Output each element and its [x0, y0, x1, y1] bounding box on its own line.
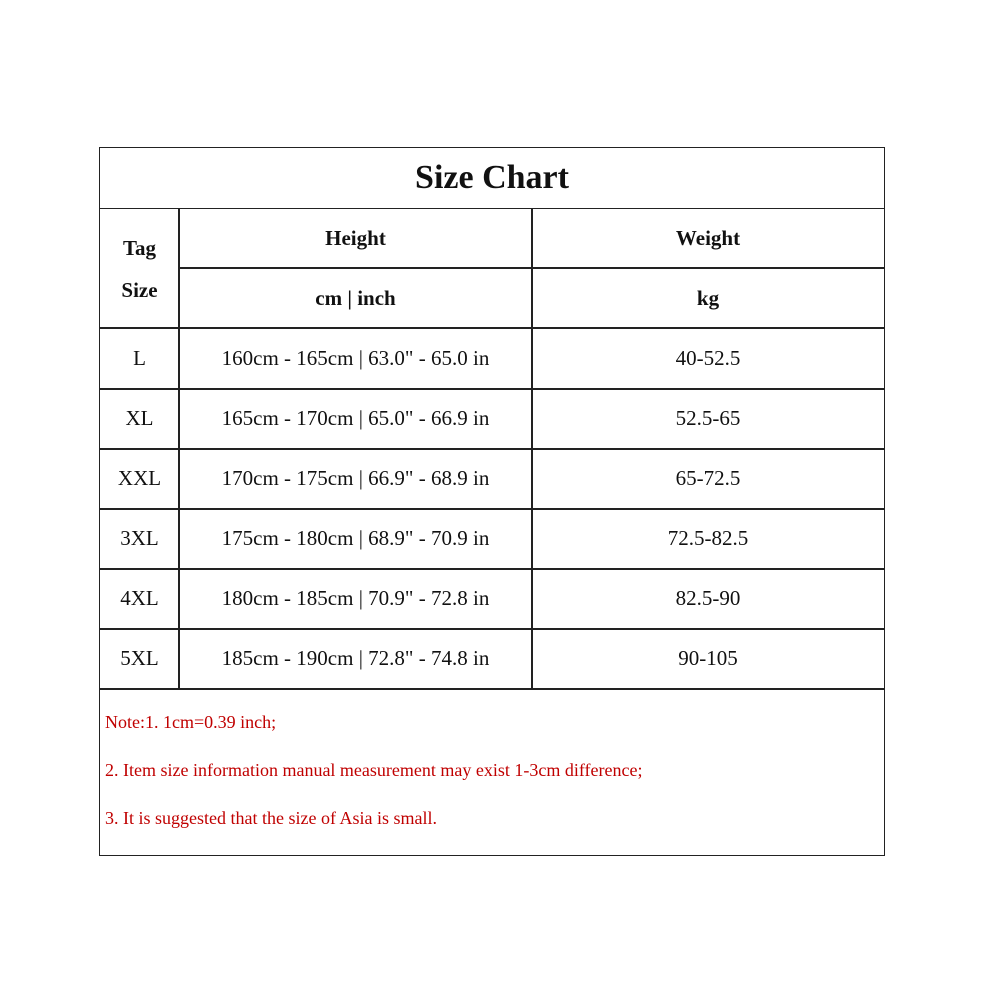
weight-header: Weight — [675, 225, 741, 250]
size-cell: XL — [125, 405, 154, 430]
grid-line — [100, 508, 884, 510]
size-cell: XXL — [117, 465, 162, 490]
notes-section — [100, 688, 884, 855]
tag-label: Tag — [122, 235, 157, 260]
note-3: 3. It is suggested that the size of Asia is small. — [105, 808, 437, 828]
height-cell: 170cm - 175cm | 66.9" - 68.9 in — [221, 465, 490, 490]
height-cell: 180cm - 185cm | 70.9" - 72.8 in — [221, 585, 490, 610]
size-chart-table — [99, 147, 885, 856]
height-cell: 185cm - 190cm | 72.8" - 74.8 in — [221, 645, 490, 670]
weight-unit-header: kg — [696, 285, 720, 310]
weight-cell: 90-105 — [678, 645, 738, 670]
weight-cell: 52.5-65 — [675, 405, 741, 430]
size-label: Size — [121, 277, 158, 302]
weight-cell: 40-52.5 — [675, 345, 741, 370]
height-cell: 160cm - 165cm | 63.0" - 65.0 in — [221, 345, 490, 370]
height-cell: 175cm - 180cm | 68.9" - 70.9 in — [221, 525, 490, 550]
grid-line — [179, 267, 885, 269]
grid-line — [100, 628, 884, 630]
weight-cell: 72.5-82.5 — [667, 525, 749, 550]
weight-cell: 65-72.5 — [675, 465, 741, 490]
chart-title: Size Chart — [100, 148, 884, 209]
grid-line — [100, 327, 884, 329]
note-1: Note:1. 1cm=0.39 inch; — [105, 712, 277, 732]
grid-line — [100, 388, 884, 390]
note-2: 2. Item size information manual measurement may exist 1-3cm difference; — [105, 760, 643, 780]
grid-line — [100, 448, 884, 450]
tag-size-header — [100, 209, 179, 328]
height-header: Height — [325, 225, 386, 250]
height-cell: 165cm - 170cm | 65.0" - 66.9 in — [221, 405, 490, 430]
height-unit-header: cm | inch — [315, 285, 396, 310]
size-cell: 5XL — [120, 645, 159, 670]
size-cell: 3XL — [120, 525, 159, 550]
weight-cell: 82.5-90 — [675, 585, 741, 610]
size-cell: 4XL — [120, 585, 159, 610]
size-cell: L — [133, 345, 146, 370]
grid-line — [100, 568, 884, 570]
